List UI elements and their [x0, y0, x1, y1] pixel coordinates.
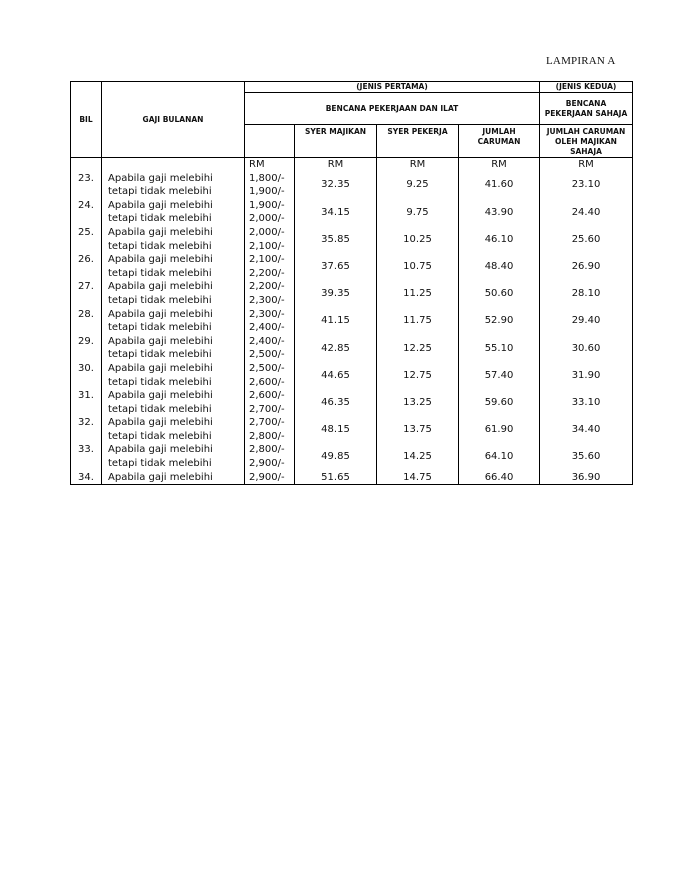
syer-majikan-value: 44.65 [295, 362, 377, 389]
salary-range-to: 2,200/- [249, 267, 285, 279]
col-jumlah-caruman-header: JUMLAH CARUMAN [459, 125, 540, 158]
jumlah-caruman-value: 64.10 [459, 443, 540, 470]
jumlah-caruman-value: 48.40 [459, 253, 540, 280]
jumlah-caruman-value: 57.40 [459, 362, 540, 389]
salary-condition [102, 253, 245, 280]
salary-condition-line1: Apabila gaji melebihi [108, 226, 213, 238]
syer-majikan-value: 37.65 [295, 253, 377, 280]
salary-range [245, 471, 295, 485]
salary-condition [102, 416, 245, 443]
col-syer-pekerja-header: SYER PEKERJA [377, 125, 459, 158]
row-number: 29. [71, 335, 102, 362]
salary-range-to: 2,900/- [249, 458, 285, 470]
row-number: 27. [71, 280, 102, 307]
table-header [71, 82, 633, 158]
syer-majikan-value: 35.85 [295, 226, 377, 253]
salary-range [245, 280, 295, 307]
salary-condition [102, 471, 245, 485]
row-number: 33. [71, 443, 102, 470]
salary-range-from: 2,200/- [249, 281, 285, 293]
table-row [71, 416, 633, 443]
table-row [71, 199, 633, 226]
jumlah-caruman-value: 43.90 [459, 199, 540, 226]
salary-condition-line2: tetapi tidak melebihi [108, 376, 212, 388]
salary-condition-line2: tetapi tidak melebihi [108, 294, 212, 306]
salary-range-to: 2,100/- [249, 240, 285, 252]
salary-condition [102, 226, 245, 253]
salary-range [245, 416, 295, 443]
salary-range-to: 2,700/- [249, 403, 285, 415]
jumlah-caruman-value: 66.40 [459, 471, 540, 485]
salary-condition-line1: Apabila gaji melebihi [108, 254, 213, 266]
row-number: 34. [71, 471, 102, 485]
currency-cell-pekerja: RM [377, 158, 459, 172]
currency-cell-kedua: RM [540, 158, 633, 172]
col-syer-majikan-header: SYER MAJIKAN [295, 125, 377, 158]
syer-majikan-value: 32.35 [295, 172, 377, 199]
table-row [71, 253, 633, 280]
syer-pekerja-value: 11.25 [377, 280, 459, 307]
salary-range [245, 253, 295, 280]
currency-cell-jumlah: RM [459, 158, 540, 172]
currency-cell-range: RM [245, 158, 295, 172]
salary-range [245, 362, 295, 389]
salary-range-to: 2,300/- [249, 294, 285, 306]
table-row [71, 308, 633, 335]
jumlah-majikan-value: 33.10 [540, 389, 633, 416]
jumlah-majikan-value: 28.10 [540, 280, 633, 307]
col-jumlah-majikan-header: JUMLAH CARUMAN OLEH MAJIKAN SAHAJA [540, 125, 633, 158]
salary-range-to: 1,900/- [249, 186, 285, 198]
syer-pekerja-value: 12.75 [377, 362, 459, 389]
salary-condition-line1: Apabila gaji melebihi [108, 444, 213, 456]
syer-pekerja-value: 14.75 [377, 471, 459, 485]
table-row [71, 362, 633, 389]
row-number: 23. [71, 172, 102, 199]
salary-condition [102, 172, 245, 199]
row-number: 24. [71, 199, 102, 226]
jumlah-majikan-value: 35.60 [540, 443, 633, 470]
jumlah-majikan-value: 26.90 [540, 253, 633, 280]
group-pertama-header: (JENIS PERTAMA) [245, 82, 540, 93]
jumlah-majikan-value: 31.90 [540, 362, 633, 389]
salary-condition-line1: Apabila gaji melebihi [108, 308, 213, 320]
salary-condition-line2: tetapi tidak melebihi [108, 267, 212, 279]
table-row [71, 443, 633, 470]
salary-condition-line2: tetapi tidak melebihi [108, 403, 212, 415]
salary-condition-line1: Apabila gaji melebihi [108, 471, 213, 483]
row-number: 28. [71, 308, 102, 335]
appendix-label: LAMPIRAN A [546, 55, 616, 67]
salary-condition-line2: tetapi tidak melebihi [108, 458, 212, 470]
table-row [71, 471, 633, 485]
jumlah-majikan-value: 25.60 [540, 226, 633, 253]
syer-pekerja-value: 13.75 [377, 416, 459, 443]
salary-range-from: 2,700/- [249, 417, 285, 429]
syer-pekerja-value: 10.75 [377, 253, 459, 280]
syer-majikan-value: 39.35 [295, 280, 377, 307]
row-number: 25. [71, 226, 102, 253]
syer-majikan-value: 48.15 [295, 416, 377, 443]
syer-pekerja-value: 12.25 [377, 335, 459, 362]
salary-condition [102, 308, 245, 335]
salary-condition [102, 199, 245, 226]
row-number: 31. [71, 389, 102, 416]
jumlah-caruman-value: 59.60 [459, 389, 540, 416]
group-kedua-header: (JENIS KEDUA) [540, 82, 633, 93]
salary-condition [102, 443, 245, 470]
table-row [71, 389, 633, 416]
salary-condition-line2: tetapi tidak melebihi [108, 322, 212, 334]
salary-range-from: 2,400/- [249, 335, 285, 347]
salary-range [245, 226, 295, 253]
bencana-pertama-header: BENCANA PEKERJAAN DAN ILAT [245, 93, 540, 125]
salary-range-from: 2,000/- [249, 226, 285, 238]
currency-row [71, 158, 633, 172]
jumlah-caruman-value: 55.10 [459, 335, 540, 362]
salary-range-to: 2,500/- [249, 349, 285, 361]
table-row [71, 280, 633, 307]
salary-condition-line1: Apabila gaji melebihi [108, 281, 213, 293]
syer-pekerja-value: 10.25 [377, 226, 459, 253]
bencana-kedua-header: BENCANA PEKERJAAN SAHAJA [540, 93, 633, 125]
jumlah-caruman-value: 46.10 [459, 226, 540, 253]
row-number: 26. [71, 253, 102, 280]
col-gaji-header: GAJI BULANAN [102, 82, 245, 158]
table-row [71, 226, 633, 253]
table-row [71, 172, 633, 199]
currency-cell-gaji [102, 158, 245, 172]
salary-range [245, 172, 295, 199]
salary-condition-line1: Apabila gaji melebihi [108, 199, 213, 211]
col-bil-header: BIL [71, 82, 102, 158]
salary-range-from: 2,300/- [249, 308, 285, 320]
salary-condition-line2: tetapi tidak melebihi [108, 240, 212, 252]
salary-condition-line1: Apabila gaji melebihi [108, 335, 213, 347]
syer-pekerja-value: 9.75 [377, 199, 459, 226]
col-range-header [245, 125, 295, 158]
jumlah-majikan-value: 30.60 [540, 335, 633, 362]
jumlah-caruman-value: 50.60 [459, 280, 540, 307]
salary-range-to: 2,400/- [249, 322, 285, 334]
jumlah-majikan-value: 29.40 [540, 308, 633, 335]
salary-condition-line1: Apabila gaji melebihi [108, 172, 213, 184]
salary-condition [102, 335, 245, 362]
table-row [71, 335, 633, 362]
salary-range-from: 1,900/- [249, 199, 285, 211]
syer-majikan-value: 41.15 [295, 308, 377, 335]
syer-majikan-value: 46.35 [295, 389, 377, 416]
salary-range [245, 389, 295, 416]
salary-range [245, 335, 295, 362]
syer-majikan-value: 49.85 [295, 443, 377, 470]
salary-range-to: 2,600/- [249, 376, 285, 388]
syer-pekerja-value: 11.75 [377, 308, 459, 335]
salary-range-to: 2,000/- [249, 213, 285, 225]
row-number: 32. [71, 416, 102, 443]
jumlah-majikan-value: 36.90 [540, 471, 633, 485]
salary-condition [102, 362, 245, 389]
row-number: 30. [71, 362, 102, 389]
salary-condition-line1: Apabila gaji melebihi [108, 417, 213, 429]
syer-majikan-value: 51.65 [295, 471, 377, 485]
jumlah-caruman-value: 52.90 [459, 308, 540, 335]
currency-cell-majikan: RM [295, 158, 377, 172]
salary-range-to: 2,800/- [249, 430, 285, 442]
contribution-table [70, 81, 633, 485]
salary-condition [102, 280, 245, 307]
salary-range-from: 2,800/- [249, 444, 285, 456]
salary-range-from: 2,500/- [249, 362, 285, 374]
jumlah-caruman-value: 61.90 [459, 416, 540, 443]
syer-majikan-value: 42.85 [295, 335, 377, 362]
salary-condition-line2: tetapi tidak melebihi [108, 349, 212, 361]
salary-condition-line2: tetapi tidak melebihi [108, 430, 212, 442]
syer-pekerja-value: 14.25 [377, 443, 459, 470]
salary-range-from: 1,800/- [249, 172, 285, 184]
jumlah-majikan-value: 23.10 [540, 172, 633, 199]
salary-range [245, 199, 295, 226]
salary-condition [102, 389, 245, 416]
jumlah-caruman-value: 41.60 [459, 172, 540, 199]
salary-range-from: 2,600/- [249, 390, 285, 402]
jumlah-majikan-value: 34.40 [540, 416, 633, 443]
salary-condition-line1: Apabila gaji melebihi [108, 390, 213, 402]
table-body [71, 158, 633, 485]
salary-condition-line1: Apabila gaji melebihi [108, 362, 213, 374]
salary-range [245, 443, 295, 470]
salary-range [245, 308, 295, 335]
salary-condition-line2: tetapi tidak melebihi [108, 186, 212, 198]
salary-range-from: 2,900/- [249, 471, 285, 483]
salary-range-from: 2,100/- [249, 254, 285, 266]
salary-condition-line2: tetapi tidak melebihi [108, 213, 212, 225]
jumlah-majikan-value: 24.40 [540, 199, 633, 226]
syer-pekerja-value: 13.25 [377, 389, 459, 416]
currency-cell-bil [71, 158, 102, 172]
syer-majikan-value: 34.15 [295, 199, 377, 226]
syer-pekerja-value: 9.25 [377, 172, 459, 199]
